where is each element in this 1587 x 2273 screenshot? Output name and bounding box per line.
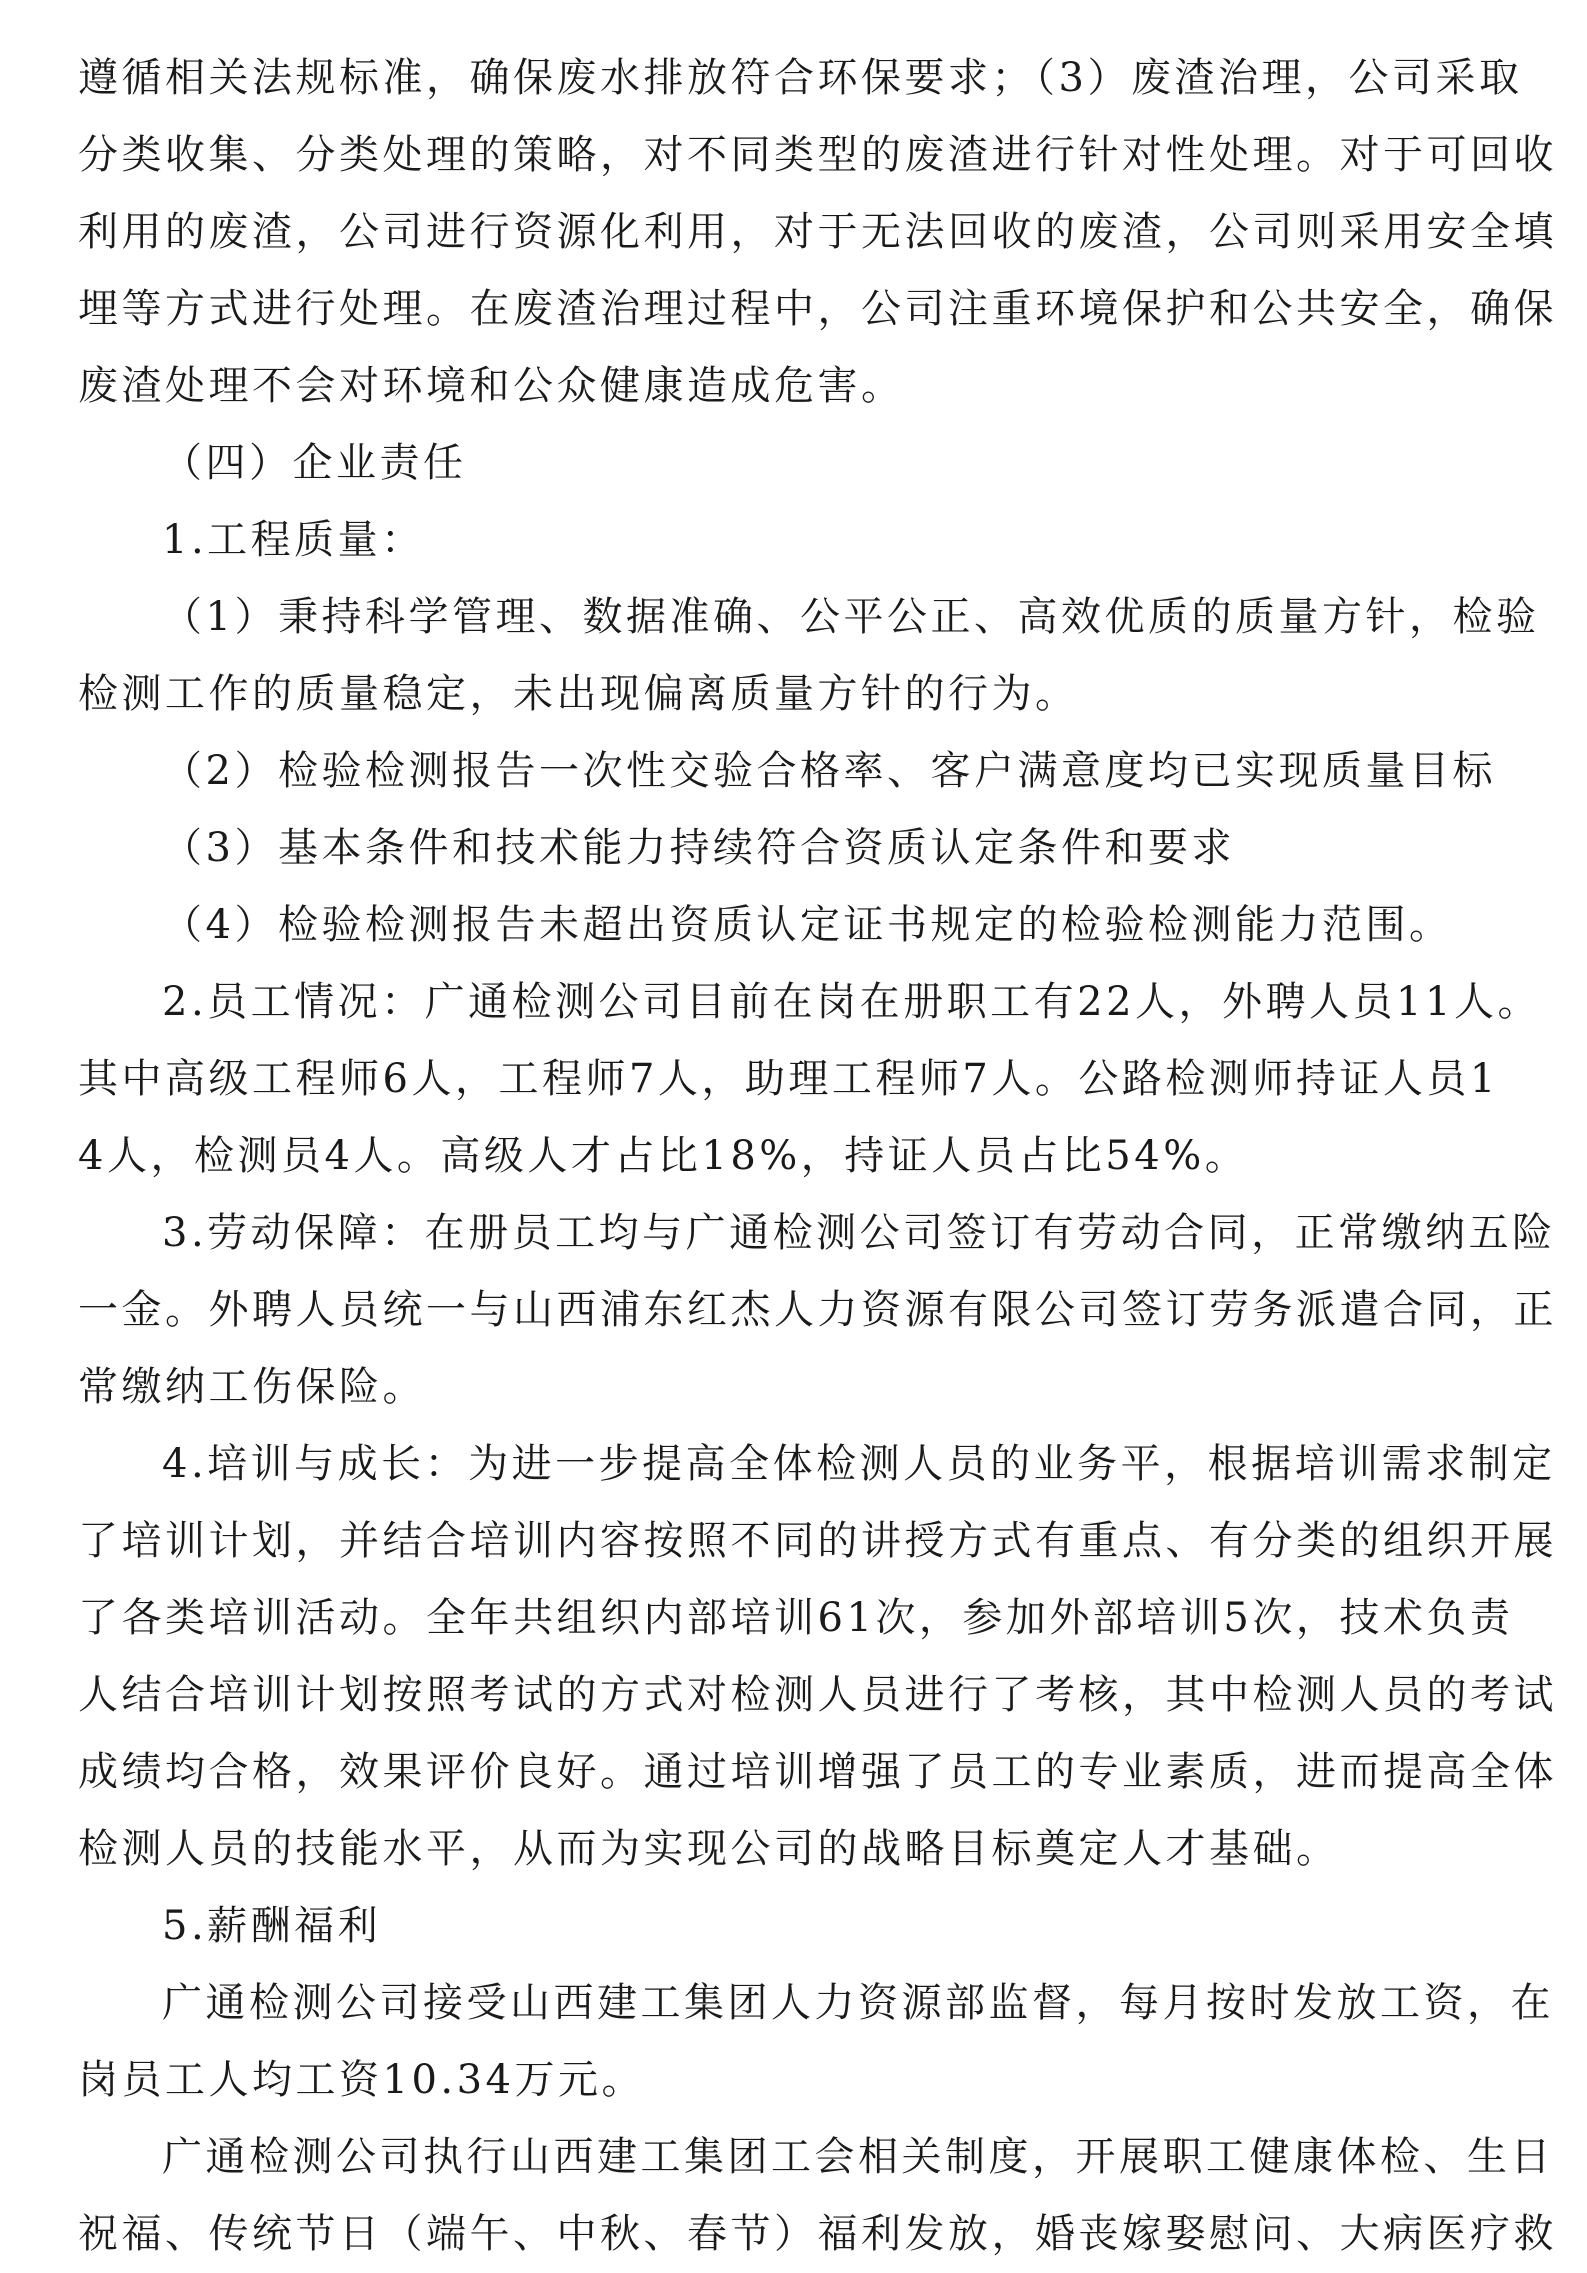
text-line: 岗员工人均工资10.34万元。: [78, 2057, 646, 2103]
text-line: （2）检验检测报告一次性交验合格率、客户满意度均已实现质量目标: [162, 748, 1496, 794]
text-line: 3.劳动保障：在册员工均与广通检测公司签订有劳动合同，正常缴纳五险: [162, 1210, 1556, 1256]
text-line: 4人，检测员4人。高级人才占比18%，持证人员占比54%。: [78, 1133, 1249, 1179]
text-line: 利用的废渣，公司进行资源化利用，对于无法回收的废渣，公司则采用安全填: [78, 209, 1557, 255]
text-line: 其中高级工程师6人，工程师7人，助理工程师7人。公路检测师持证人员1: [78, 1056, 1499, 1102]
text-line: 广通检测公司执行山西建工集团工会相关制度，开展职工健康体检、生日: [162, 2134, 1554, 2180]
document-body: [78, 40, 1557, 2273]
text-line: （4）检验检测报告未超出资质认定证书规定的检验检测能力范围。: [162, 902, 1453, 948]
text-line: 埋等方式进行处理。在废渣治理过程中，公司注重环境保护和公共安全，确保: [78, 286, 1557, 332]
text-line: 了培训计划，并结合培训内容按照不同的讲授方式有重点、有分类的组织开展: [78, 1518, 1557, 1564]
text-line: 祝福、传统节日（端午、中秋、春节）福利发放，婚丧嫁娶慰问、大病医疗救: [78, 2211, 1557, 2257]
text-line: 遵循相关法规标准，确保废水排放符合环保要求；（3）废渣治理，公司采取: [78, 55, 1523, 101]
text-line: 2.员工情况：广通检测公司目前在岗在册职工有22人，外聘人员11人。: [162, 979, 1541, 1025]
text-line: （3）基本条件和技术能力持续符合资质认定条件和要求: [162, 825, 1235, 871]
text-line: 一金。外聘人员统一与山西浦东红杰人力资源有限公司签订劳务派遣合同，正: [78, 1287, 1557, 1333]
text-line: 成绩均合格，效果评价良好。通过培训增强了员工的专业素质，进而提高全体: [78, 1749, 1557, 1795]
section-heading: （四）企业责任: [162, 440, 467, 486]
subsection-heading: 1.工程质量：: [162, 517, 425, 563]
text-line: 检测人员的技能水平，从而为实现公司的战略目标奠定人才基础。: [78, 1826, 1340, 1872]
text-line: 广通检测公司接受山西建工集团人力资源部监督，每月按时发放工资，在: [162, 1980, 1554, 2026]
text-line: 了各类培训活动。全年共组织内部培训61次，参加外部培训5次，技术负责: [78, 1595, 1514, 1641]
text-line: 常缴纳工伤保险。: [78, 1364, 426, 1410]
text-line: 人结合培训计划按照考试的方式对检测人员进行了考核，其中检测人员的考试: [78, 1672, 1557, 1718]
text-line: 4.培训与成长：为进一步提高全体检测人员的业务平，根据培训需求制定: [162, 1441, 1556, 1487]
text-line: 分类收集、分类处理的策略，对不同类型的废渣进行针对性处理。对于可回收: [78, 132, 1557, 178]
text-line: 废渣处理不会对环境和公众健康造成危害。: [78, 363, 905, 409]
text-line: 检测工作的质量稳定，未出现偏离质量方针的行为。: [78, 671, 1079, 717]
subsection-heading: 5.薪酬福利: [162, 1903, 382, 1949]
text-line: （1）秉持科学管理、数据准确、公平公正、高效优质的质量方针，检验: [162, 594, 1540, 640]
